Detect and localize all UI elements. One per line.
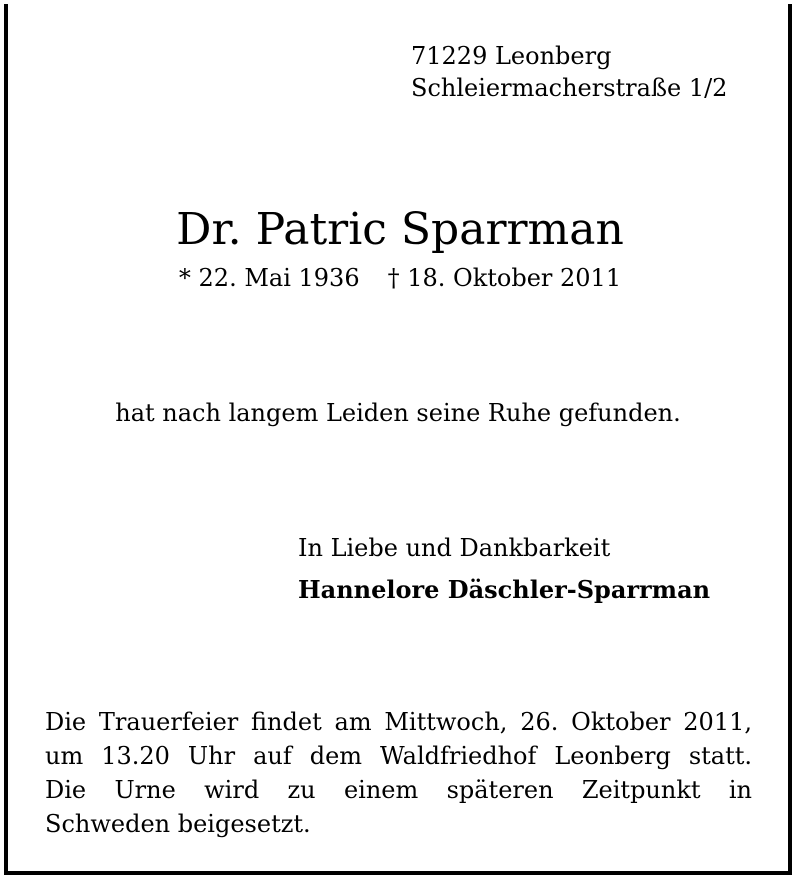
notice-line: Die Urne wird zu einem späteren Zeitpunkt in [45, 776, 752, 804]
life-dates [0, 262, 800, 294]
obituary-message: hat nach langem Leiden seine Ruhe gefunden. [115, 399, 681, 427]
address-street: Schleiermacherstraße 1/2 [411, 74, 728, 102]
address-city: 71229 Leonberg [411, 42, 612, 70]
signer-name: Hannelore Däschler-Sparrman [298, 575, 711, 604]
death-date: † 18. Oktober 2011 [387, 264, 622, 292]
birth-date: * 22. Mai 1936 [178, 264, 360, 292]
address-block [411, 40, 727, 104]
deceased-name: Dr. Patric Sparrman [176, 204, 624, 255]
funeral-notice [45, 705, 752, 841]
notice-line: um 13.20 Uhr auf dem Waldfriedhof Leonberg statt. [45, 742, 752, 770]
notice-line: Die Trauerfeier findet am Mittwoch, 26. Oktober 2011, [45, 708, 752, 736]
notice-line: Schweden beigesetzt. [45, 810, 311, 838]
signoff-text: In Liebe und Dankbarkeit [298, 534, 611, 562]
